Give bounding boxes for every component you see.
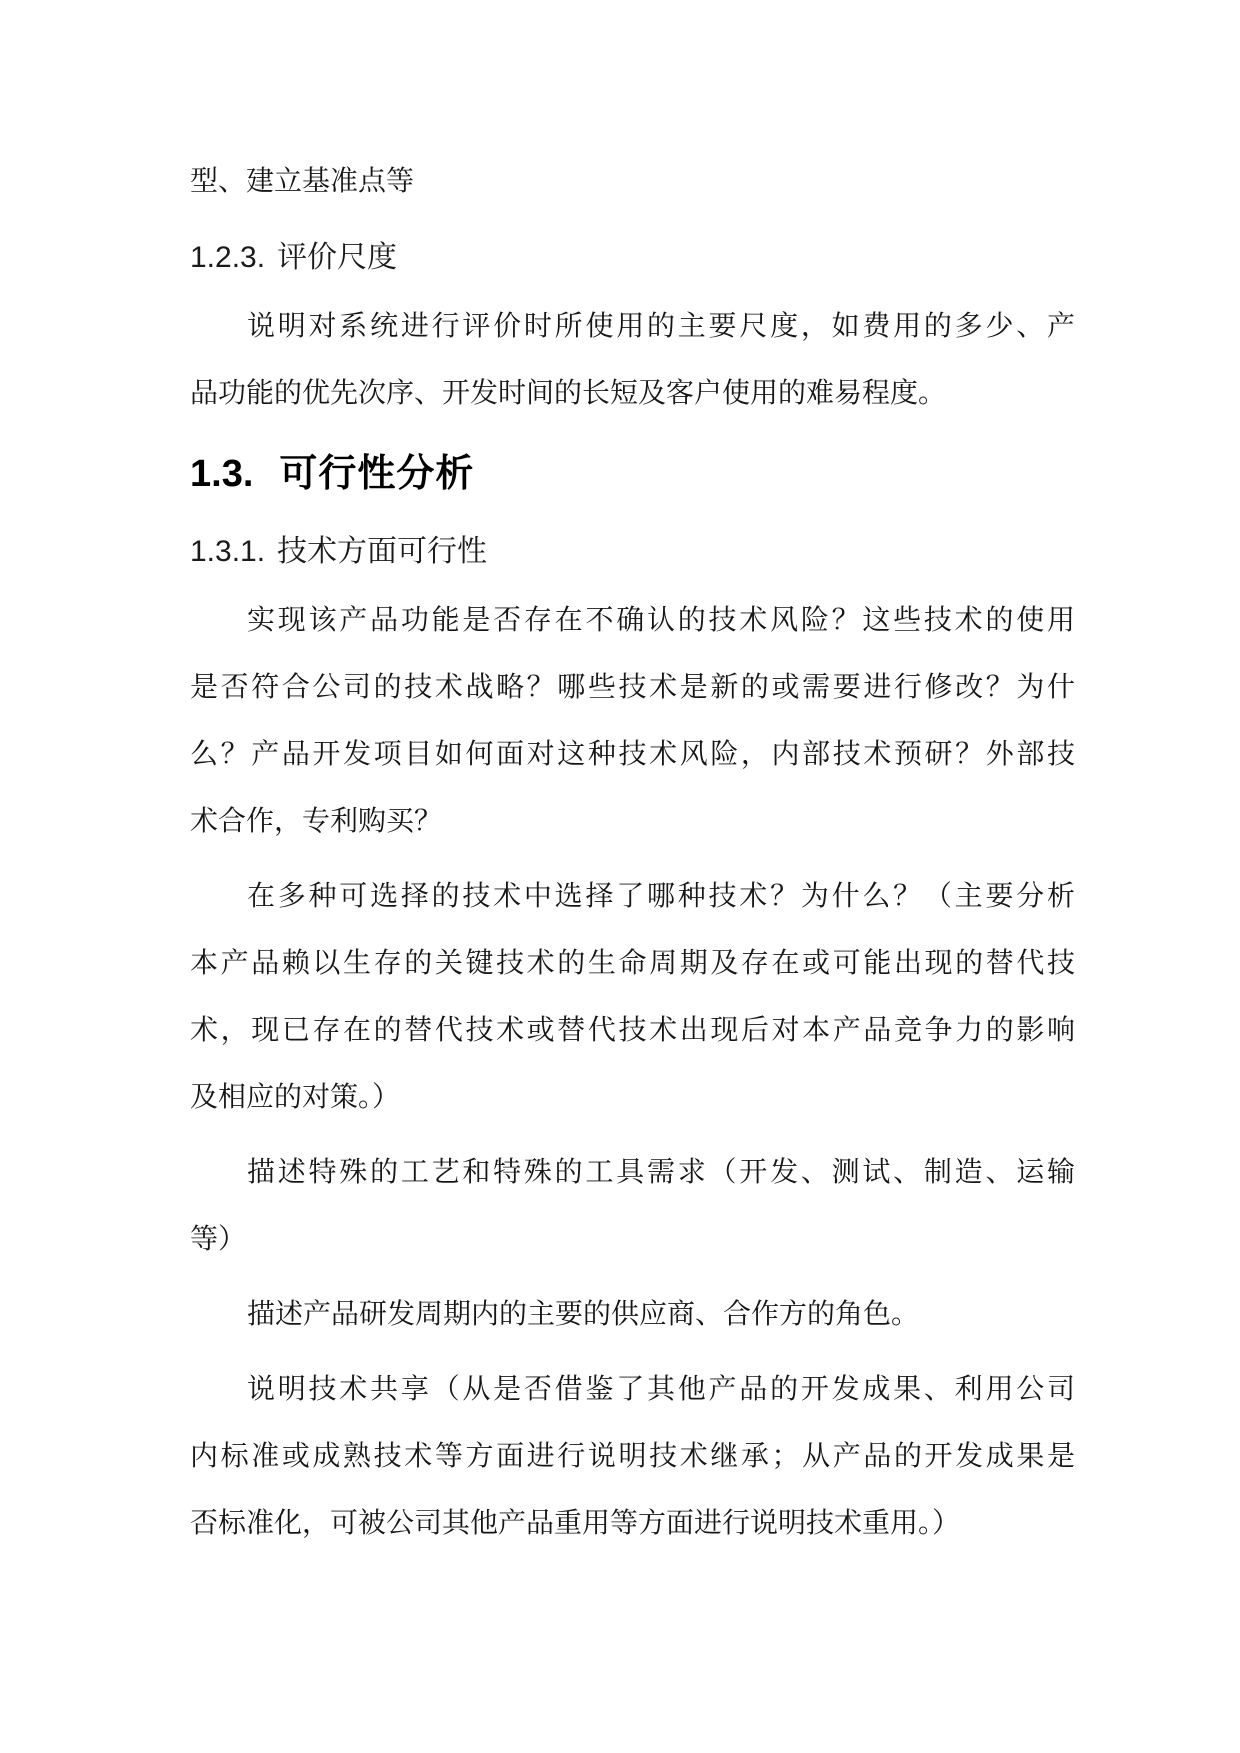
text-line: 型、建立基准点等: [190, 166, 415, 197]
heading-1-3: [190, 450, 1075, 498]
paragraph-suppliers: [190, 1281, 1075, 1348]
text-line: 术，现已存在的替代技术或替代技术出现后对本产品竞争力的影响: [190, 1015, 1075, 1046]
text-line: 实现该产品功能是否存在不确认的技术风险？这些技术的使用: [247, 605, 1075, 636]
heading-number: 1.2.3.: [190, 241, 266, 274]
heading-title: 技术方面可行性: [277, 535, 488, 568]
text-line: 说明对系统进行评价时所使用的主要尺度，如费用的多少、产: [247, 311, 1075, 342]
text-line: 品功能的优先次序、开发时间的长短及客户使用的难易程度。: [190, 378, 947, 409]
paragraph-evaluation-scale: [190, 293, 1075, 427]
text-line: 术合作，专利购买？: [190, 806, 443, 837]
text-line: 本产品赖以生存的关键技术的生命周期及存在或可能出现的替代技: [190, 948, 1075, 979]
text-line: 否标准化，可被公司其他产品重用等方面进行说明技术重用。）: [190, 1508, 961, 1539]
paragraph-tech-choice: [190, 863, 1075, 1131]
text-line: 在多种可选择的技术中选择了哪种技术？为什么？（主要分析: [247, 881, 1075, 912]
heading-number: 1.3.: [190, 453, 254, 495]
heading-number: 1.3.1.: [190, 535, 266, 568]
paragraph-tech-risk: [190, 587, 1075, 855]
text-line: 是否符合公司的技术战略？哪些技术是新的或需要进行修改？为什: [190, 672, 1075, 703]
paragraph-process-tools: [190, 1139, 1075, 1273]
heading-1-2-3: [190, 238, 1075, 278]
text-line: 及相应的对策。）: [190, 1082, 401, 1113]
paragraph-continuation: [190, 148, 1075, 215]
heading-1-3-1: [190, 532, 1075, 572]
heading-title: 可行性分析: [279, 453, 475, 495]
text-line: 说明技术共享（从是否借鉴了其他产品的开发成果、利用公司: [247, 1374, 1075, 1405]
text-line: 么？产品开发项目如何面对这种技术风险，内部技术预研？外部技: [190, 739, 1075, 770]
paragraph-tech-sharing: [190, 1356, 1075, 1557]
text-line: 描述特殊的工艺和特殊的工具需求（开发、测试、制造、运输: [247, 1157, 1075, 1188]
text-line: 等）: [190, 1224, 247, 1255]
text-line: 内标准或成熟技术等方面进行说明技术继承；从产品的开发成果是: [190, 1441, 1075, 1472]
heading-title: 评价尺度: [277, 241, 398, 274]
text-line: 描述产品研发周期内的主要的供应商、合作方的角色。: [247, 1299, 920, 1330]
